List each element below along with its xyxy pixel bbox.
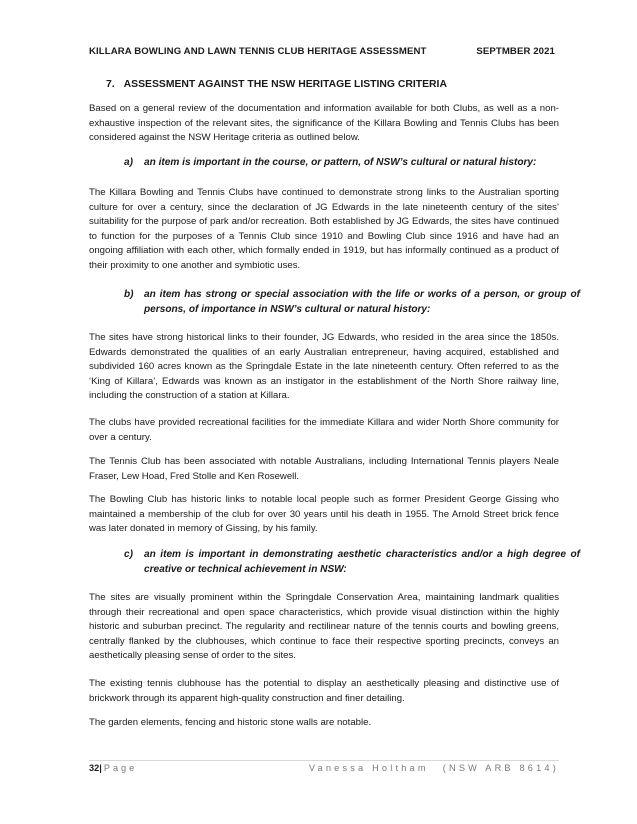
- criterion-b-paragraph-1: The sites have strong historical links to their founder, JG Edwards, who resided in the area since the 1850s. Edwards demonstrated the qualities of an early Australian entrepreneur, having acquired, established and subdivided 160 acres known as the Springdale Estate in the late nineteenth century. Often referred to as the ‘King of Killara’, Edwards was known as an instigator in the establishment of the North Shore railway line, including the construction of a station at Killara.: [89, 332, 559, 402]
- criterion-a-letter: a): [124, 157, 133, 168]
- footer-author: [309, 763, 559, 773]
- criterion-a-text: an item is important in the course, or pattern, of NSW’s cultural or natural history:: [144, 157, 537, 168]
- criterion-c-paragraph-2: The existing tennis clubhouse has the potential to display an aesthetically pleasing and distinctive use of brickwork through its apparent high-quality construction and finer detailing.: [89, 678, 559, 704]
- criterion-a-paragraph-1: The Killara Bowling and Tennis Clubs have continued to demonstrate strong links to the Australian sporting culture for over a century, since the declaration of JG Edwards in the late nineteenth century of the sites’ suitability for the purpose of park and/or recreation. Both established by JG Edwards, the sites have continued to function for the purposes of a Tennis Club since 1910 and Bowling Club since 1916 and have had an ongoing affiliation with each other, which formally ended in 1919, but has informally continued as a product of their proximity to one another and symbiotic uses.: [89, 187, 559, 271]
- criterion-b-letter: b): [124, 289, 134, 300]
- header-date: SEPTMBER 2021: [476, 46, 555, 57]
- page-word: Page: [103, 763, 138, 773]
- criterion-c-paragraph-1: The sites are visually prominent within the Springdale Conservation Area, maintaining landmark qualities through their recreational and open space characteristics, which provide visual distinction within the highly historic and suburban precinct. The regularity and rectilinear nature of the tennis courts and bowling greens, centrally flanked by the clubhouses, which continue to face their respective sporting precincts, conveys an aesthetically pleasing sense of order to the sites.: [89, 592, 559, 662]
- section-title: ASSESSMENT AGAINST THE NSW HERITAGE LISTING CRITERIA: [123, 79, 447, 90]
- criterion-c-text: an item is important in demonstrating aesthetic characteristics and/or a high degree of creative or technical achievement in NSW:: [144, 549, 580, 576]
- page-separator: |: [99, 763, 102, 773]
- section-heading: [106, 79, 447, 90]
- criterion-a-heading: [124, 155, 580, 170]
- criterion-b-paragraph-3: The Tennis Club has been associated with notable Australians, including International Tennis players Neale Fraser, Lew Hoad, Fred Stolle and Ken Rosewell.: [89, 456, 559, 482]
- section-number: 7.: [106, 79, 115, 90]
- page-number: 32: [89, 763, 100, 773]
- criterion-b-paragraph-2: The clubs have provided recreational facilities for the immediate Killara and wider North Shore community for over a century.: [89, 417, 559, 443]
- criterion-c-letter: c): [124, 549, 133, 560]
- intro-paragraph: Based on a general review of the documentation and information available for both Clubs, as well as a non-exhaustive inspection of the relevant sites, the significance of the Killara Bowling and Tennis Clubs has been considered against the NSW Heritage criteria as outlined below.: [89, 103, 559, 144]
- criterion-c-paragraph-3: The garden elements, fencing and historic stone walls are notable.: [89, 717, 372, 728]
- author-name: Vanessa Holtham: [308, 763, 429, 773]
- criterion-c-heading: [124, 547, 580, 577]
- footer-page: [89, 763, 137, 773]
- criterion-b-heading: [124, 287, 580, 317]
- criterion-b-paragraph-4: The Bowling Club has historic links to notable local people such as former President George Gissing who maintained a membership of the club for over 30 years until his death in 1955. The Arnold Street brick fence was later donated in memory of Gissing, by his family.: [89, 494, 559, 535]
- author-registration: (NSW ARB 8614): [442, 763, 559, 773]
- criterion-b-text: an item has strong or special association with the life or works of a person, or group of persons, of importance in NSW’s cultural or natural history:: [144, 289, 580, 316]
- footer-divider: [89, 760, 559, 761]
- header-title: KILLARA BOWLING AND LAWN TENNIS CLUB HERITAGE ASSESSMENT: [89, 46, 427, 57]
